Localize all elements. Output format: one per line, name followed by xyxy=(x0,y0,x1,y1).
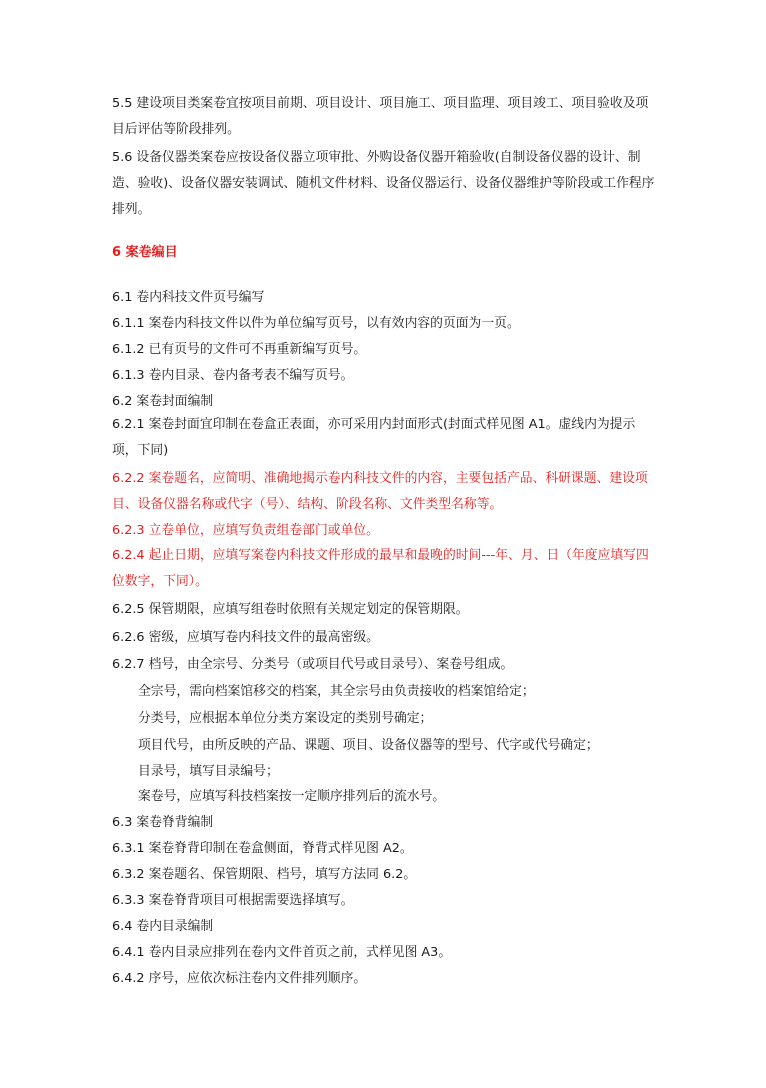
para-6-1: 6.1 卷内科技文件页号编写 xyxy=(112,290,265,305)
para-6-2-1: 6.2.1 案卷封面宜印制在卷盒正表面，亦可采用内封面形式(封面式样见图 A1。虚线内为提示项，下同) xyxy=(112,417,636,458)
para-6-1-1: 6.1.1 案卷内科技文件以件为单位编写页号，以有效内容的页面为一页。 xyxy=(112,316,520,331)
para-6-3-1: 6.3.1 案卷脊背印制在卷盒侧面，脊背式样见图 A2。 xyxy=(112,841,413,856)
list-item-fenleihao: 分类号，应根据本单位分类方案设定的类别号确定； xyxy=(138,711,433,726)
list-item-quanzonghao: 全宗号，需向档案馆移交的档案，其全宗号由负责接收的档案馆给定； xyxy=(138,684,535,699)
para-6-2-5: 6.2.5 保管期限，应填写组卷时依照有关规定划定的保管期限。 xyxy=(112,602,469,617)
para-6-1-2: 6.1.2 已有页号的文件可不再重新编写页号。 xyxy=(112,342,367,357)
para-6-4: 6.4 卷内目录编制 xyxy=(112,919,214,934)
para-5-6: 5.6 设备仪器类案卷应按设备仪器立项审批、外购设备仪器开箱验收(自制设备仪器的设计、制造、验收)、设备仪器安装调试、随机文件材料、设备仪器运行、设备仪器维护等阶段或工作程序排列。 xyxy=(112,150,655,217)
para-6-3: 6.3 案卷脊背编制 xyxy=(112,815,214,830)
para-5-5: 5.5 建设项目类案卷宜按项目前期、项目设计、项目施工、项目监理、项目竣工、项目验收及项目后评估等阶段排列。 xyxy=(112,96,649,137)
para-6-2-4: 6.2.4 起止日期，应填写案卷内科技文件形成的最早和最晚的时间---年、月、日（年度应填写四位数字，下同）。 xyxy=(112,548,649,589)
para-6-2-3: 6.2.3 立卷单位，应填写负责组卷部门或单位。 xyxy=(112,523,379,538)
para-6-2-7: 6.2.7 档号，由全宗号、分类号（或项目代号或目录号）、案卷号组成。 xyxy=(112,657,514,672)
para-6-3-2: 6.3.2 案卷题名、保管期限、档号，填写方法同 6.2。 xyxy=(112,867,417,882)
list-item-xiangmudaihao: 项目代号，由所反映的产品、课题、项目、设备仪器等的型号、代字或代号确定； xyxy=(138,738,599,753)
para-6-2-6: 6.2.6 密级，应填写卷内科技文件的最高密级。 xyxy=(112,630,379,645)
para-6-3-3: 6.3.3 案卷脊背项目可根据需要选择填写。 xyxy=(112,893,354,908)
para-6-4-2: 6.4.2 序号，应依次标注卷内文件排列顺序。 xyxy=(112,971,367,986)
para-6-2: 6.2 案卷封面编制 xyxy=(112,394,214,409)
para-6-4-1: 6.4.1 卷内目录应排列在卷内文件首页之前，式样见图 A3。 xyxy=(112,945,452,960)
list-item-anjuanhao: 案卷号，应填写科技档案按一定顺序排列后的流水号。 xyxy=(138,789,446,804)
section-heading-6: 6 案卷编目 xyxy=(112,245,178,260)
list-item-mulühao: 目录号，填写目录编号； xyxy=(138,764,279,779)
para-6-2-2: 6.2.2 案卷题名，应简明、准确地揭示卷内科技文件的内容，主要包括产品、科研课题、建设项目、设备仪器名称或代字（号）、结构、阶段名称、文件类型名称等。 xyxy=(112,471,648,512)
para-6-1-3: 6.1.3 卷内目录、卷内备考表不编写页号。 xyxy=(112,368,354,383)
